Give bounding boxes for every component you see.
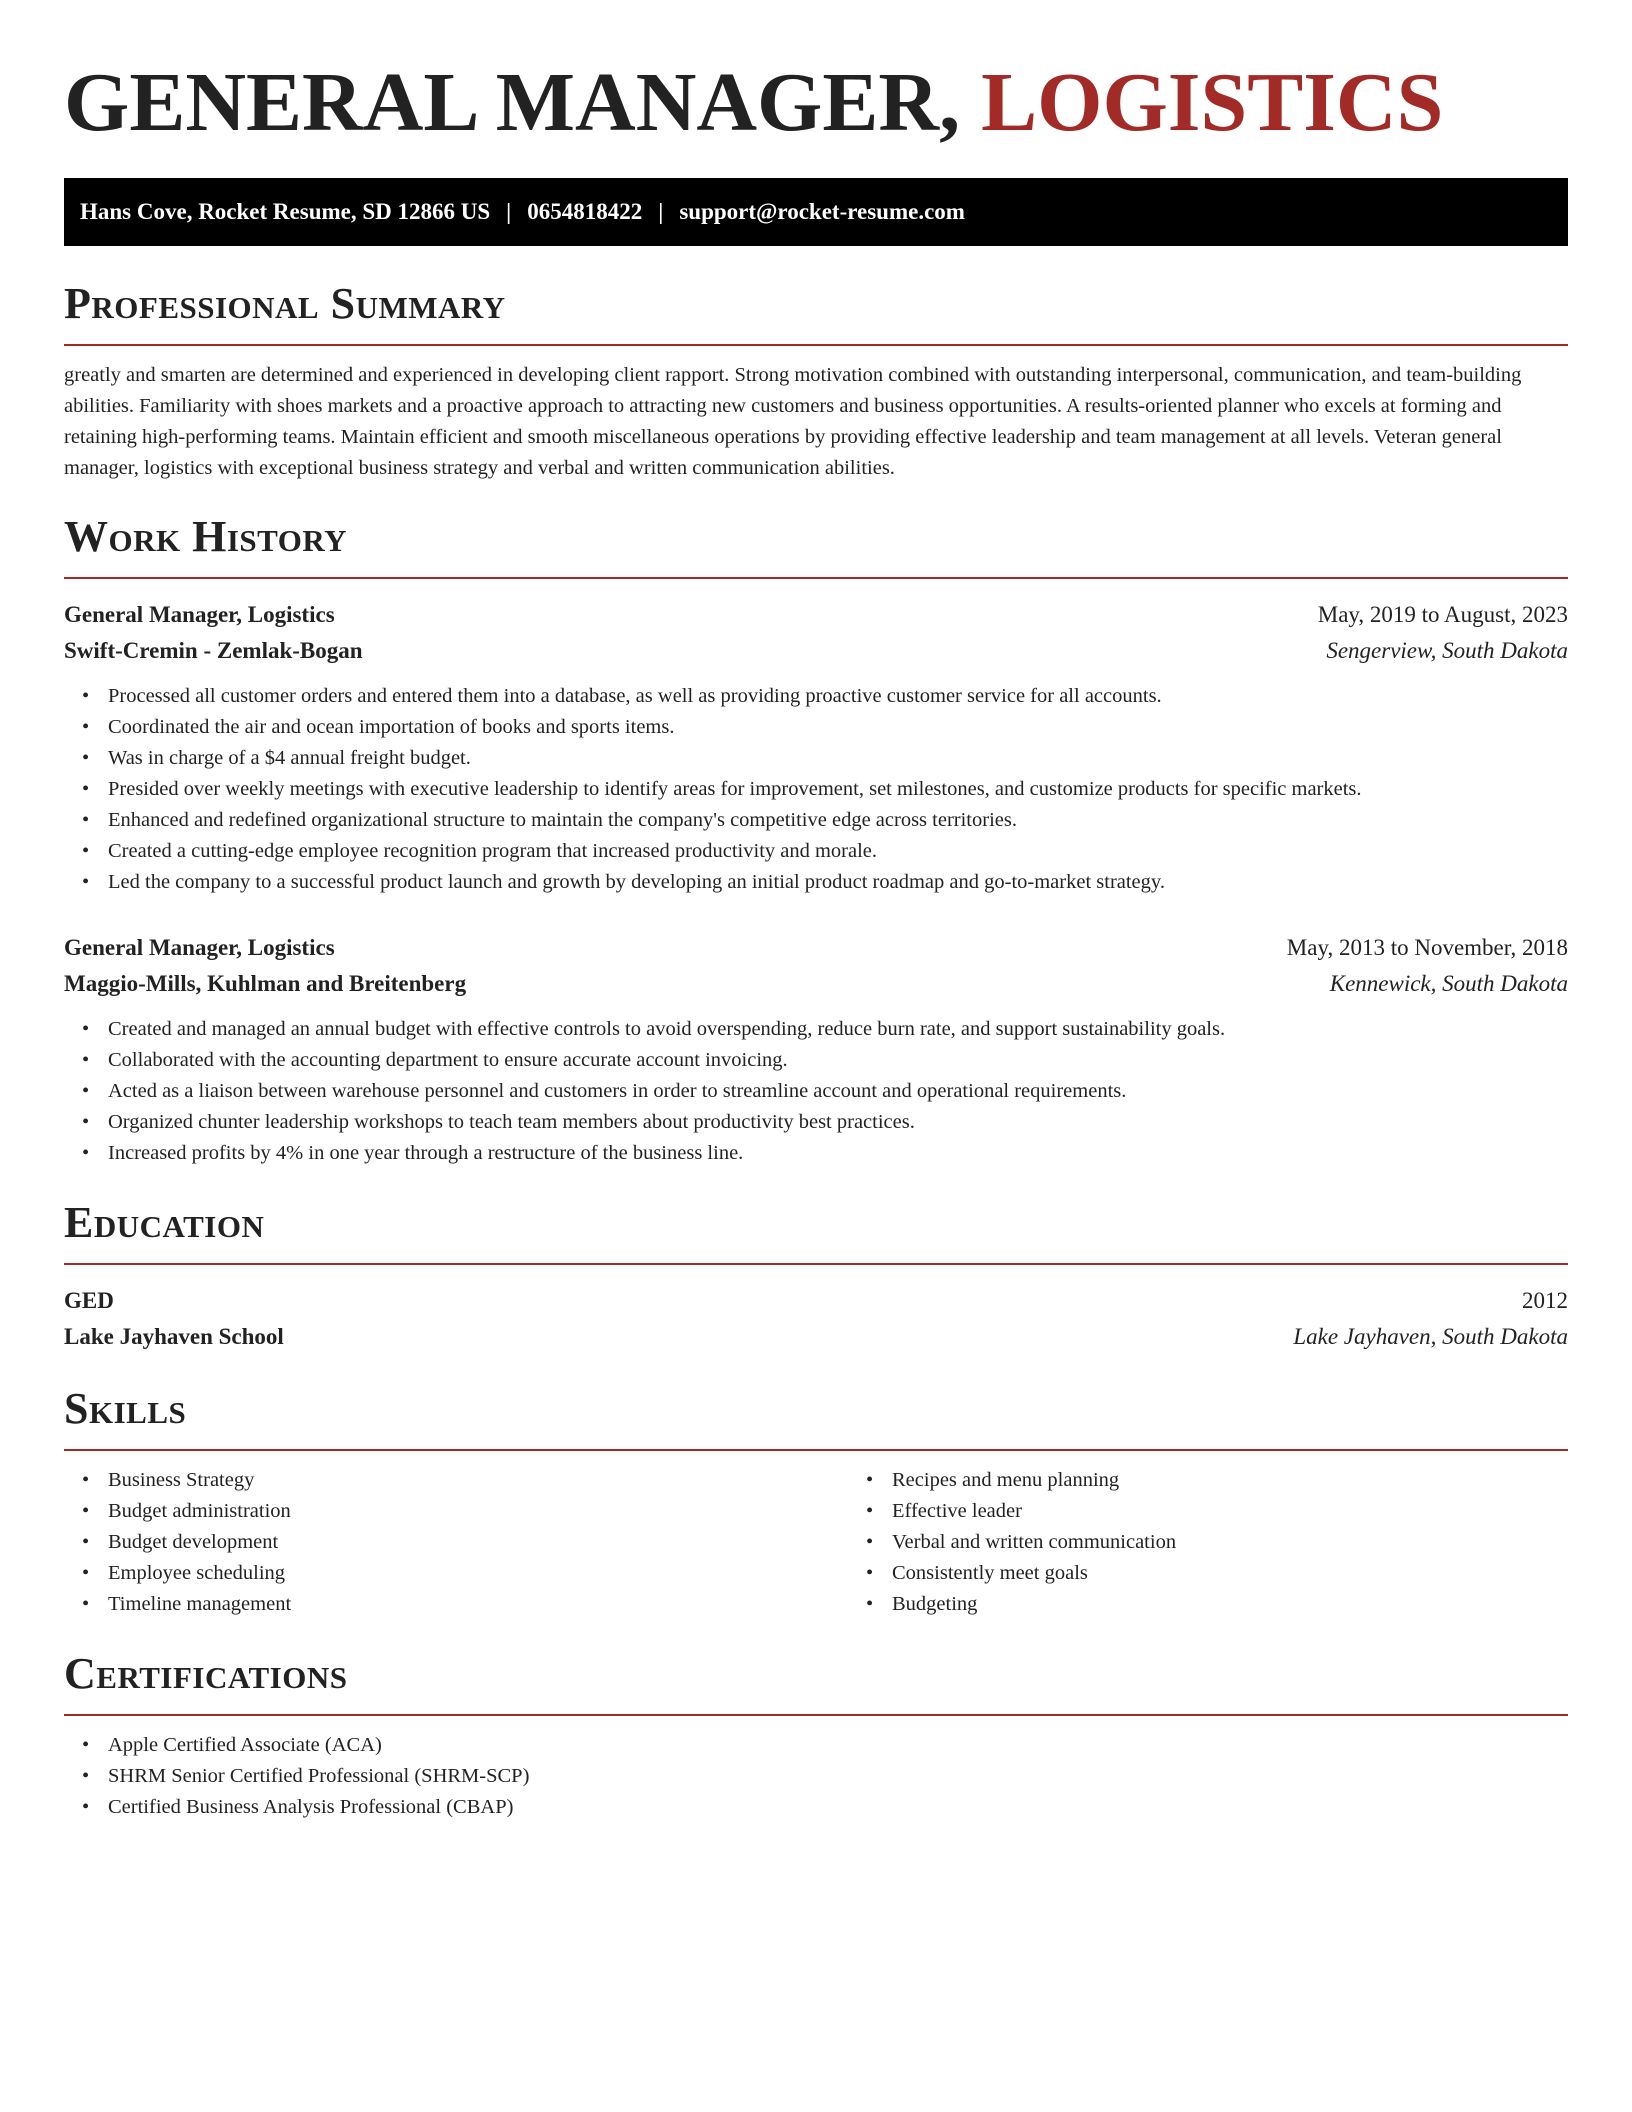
list-item-text: Coordinated the air and ocean importation of books and sports items. <box>108 716 675 738</box>
job-dates: May, 2019 to August, 2023 <box>1317 602 1568 627</box>
list-item <box>866 1527 1177 1558</box>
bullet-icon: • <box>82 716 90 738</box>
list-item <box>82 1076 1568 1107</box>
work-history-heading: Work History <box>64 512 348 561</box>
bullet-icon: • <box>866 1562 874 1584</box>
education-school-row <box>64 1319 1568 1355</box>
list-item <box>82 712 1568 743</box>
certifications-heading: Certifications <box>64 1649 348 1698</box>
list-item <box>82 1496 848 1527</box>
list-item <box>82 1730 1568 1761</box>
list-item <box>866 1589 1176 1620</box>
contact-bar <box>64 178 1568 246</box>
job-entry <box>64 597 1568 898</box>
job-entry <box>64 930 1568 1169</box>
job-company: Swift-Cremin - Zemlak-Bogan <box>64 638 363 663</box>
skills-list-left <box>64 1465 848 1620</box>
skill-item: Budget development <box>108 1531 279 1553</box>
job-header-row <box>64 597 1568 633</box>
certification-item: SHRM Senior Certified Professional (SHRM-SCP) <box>108 1765 530 1787</box>
list-item <box>82 1107 1568 1138</box>
section-divider <box>64 1449 1568 1451</box>
list-item-text: Created a cutting-edge employee recognition program that increased productivity and morale. <box>108 840 878 862</box>
skill-item: Recipes and menu planning <box>892 1469 1120 1491</box>
list-item-text: Presided over weekly meetings with executive leadership to identify areas for improvement, set milestones, and customize products for specific markets. <box>108 778 1362 800</box>
job-company-row <box>64 966 1568 1002</box>
list-item <box>866 1465 1176 1496</box>
skills-section <box>64 1383 1568 1620</box>
bullet-icon: • <box>82 685 90 707</box>
education-entry <box>64 1283 1568 1355</box>
resume-title <box>64 0 1568 148</box>
list-item <box>866 1496 1176 1527</box>
contact-separator: | <box>506 199 512 224</box>
education-heading: Education <box>64 1198 265 1247</box>
skills-grid <box>64 1465 1568 1620</box>
education-degree: GED <box>64 1288 114 1313</box>
job-bullet-list <box>64 1014 1568 1169</box>
skill-item: Timeline management <box>108 1593 292 1615</box>
bullet-icon: • <box>82 1111 90 1133</box>
contact-address: Hans Cove, Rocket Resume, SD 12866 US <box>80 199 491 224</box>
skills-heading: Skills <box>64 1384 187 1433</box>
title-accent: LOGISTICS <box>981 56 1444 149</box>
bullet-icon: • <box>82 1500 90 1522</box>
bullet-icon: • <box>82 1018 90 1040</box>
job-company-row <box>64 633 1568 669</box>
certifications-section <box>64 1648 1568 1823</box>
list-item <box>82 805 1568 836</box>
contact-phone: 0654818422 <box>527 199 643 224</box>
bullet-icon: • <box>82 809 90 831</box>
skill-item: Effective leader <box>892 1500 1022 1522</box>
list-item <box>82 1045 1568 1076</box>
list-item <box>82 1527 848 1558</box>
section-divider <box>64 344 1568 346</box>
section-divider <box>64 1263 1568 1265</box>
education-header-row <box>64 1283 1568 1319</box>
bullet-icon: • <box>82 747 90 769</box>
list-item <box>82 1558 848 1589</box>
bullet-icon: • <box>82 1562 90 1584</box>
list-item <box>82 1761 1568 1792</box>
education-school: Lake Jayhaven School <box>64 1324 284 1349</box>
job-location: Sengerview, South Dakota <box>1326 638 1568 663</box>
list-item <box>82 1014 1568 1045</box>
list-item-text: Organized chunter leadership workshops to teach team members about productivity best practices. <box>108 1111 915 1133</box>
education-location: Lake Jayhaven, South Dakota <box>1293 1324 1568 1349</box>
bullet-icon: • <box>82 1469 90 1491</box>
list-item-text: Enhanced and redefined organizational structure to maintain the company's competitive edge across territories. <box>108 809 1017 831</box>
bullet-icon: • <box>82 1593 90 1615</box>
section-divider <box>64 577 1568 579</box>
skill-item: Budget administration <box>108 1500 291 1522</box>
job-title: General Manager, Logistics <box>64 935 335 960</box>
list-item <box>82 1465 848 1496</box>
bullet-icon: • <box>82 1049 90 1071</box>
list-item-text: Increased profits by 4% in one year through a restructure of the business line. <box>108 1142 744 1164</box>
certification-item: Apple Certified Associate (ACA) <box>108 1734 382 1756</box>
list-item-text: Was in charge of a $4 annual freight budget. <box>108 747 471 769</box>
skills-list-right <box>848 1465 1176 1620</box>
summary-text: greatly and smarten are determined and experienced in developing client rapport. Strong motivation combined with outstanding interpersonal, communication, and team-building abilities. Familiarity with shoes markets and a proactive approach to attracting new customers and business opportunities. A results-oriented planner who excels at forming and retaining high-performing teams. Maintain efficient and smooth miscellaneous operations by providing effective leadership and team management at all levels. Veteran general manager, logistics with exceptional business strategy and verbal and written communication abilities. <box>64 364 1522 479</box>
job-title: General Manager, Logistics <box>64 602 335 627</box>
job-company: Maggio-Mills, Kuhlman and Breitenberg <box>64 971 467 996</box>
bullet-icon: • <box>82 778 90 800</box>
work-history-section <box>64 511 1568 1169</box>
bullet-icon: • <box>866 1500 874 1522</box>
bullet-icon: • <box>866 1469 874 1491</box>
section-divider <box>64 1714 1568 1716</box>
job-bullet-list <box>64 681 1568 898</box>
list-item <box>82 774 1568 805</box>
education-year: 2012 <box>1522 1288 1568 1313</box>
bullet-icon: • <box>82 871 90 893</box>
skill-item: Employee scheduling <box>108 1562 286 1584</box>
certifications-list <box>64 1730 1568 1823</box>
bullet-icon: • <box>82 1531 90 1553</box>
list-item-text: Created and managed an annual budget with effective controls to avoid overspending, reduce burn rate, and support sustainability goals. <box>108 1018 1226 1040</box>
list-item <box>82 681 1568 712</box>
bullet-icon: • <box>866 1531 874 1553</box>
summary-section <box>64 278 1568 484</box>
list-item-text: Collaborated with the accounting department to ensure accurate account invoicing. <box>108 1049 788 1071</box>
skill-item: Business Strategy <box>108 1469 255 1491</box>
bullet-icon: • <box>866 1593 874 1615</box>
job-header-row <box>64 930 1568 966</box>
skill-item: Consistently meet goals <box>892 1562 1088 1584</box>
list-item <box>82 743 1568 774</box>
list-item <box>82 867 1568 898</box>
bullet-icon: • <box>82 1142 90 1164</box>
education-section <box>64 1197 1568 1355</box>
list-item <box>866 1558 1176 1589</box>
contact-separator: | <box>658 199 664 224</box>
summary-heading: Professional Summary <box>64 279 506 328</box>
list-item <box>82 836 1568 867</box>
certification-item: Certified Business Analysis Professional (CBAP) <box>108 1796 514 1818</box>
bullet-icon: • <box>82 1765 90 1787</box>
job-location: Kennewick, South Dakota <box>1329 971 1568 996</box>
skill-item: Budgeting <box>892 1593 978 1615</box>
list-item-text: Processed all customer orders and entered them into a database, as well as providing proactive customer service for all accounts. <box>108 685 1162 707</box>
skill-item: Verbal and written communication <box>892 1531 1177 1553</box>
bullet-icon: • <box>82 1796 90 1818</box>
bullet-icon: • <box>82 840 90 862</box>
list-item-text: Acted as a liaison between warehouse personnel and customers in order to streamline account and operational requirements. <box>108 1080 1127 1102</box>
list-item <box>82 1138 1568 1169</box>
bullet-icon: • <box>82 1734 90 1756</box>
title-main: GENERAL MANAGER, <box>64 56 982 149</box>
list-item <box>82 1589 848 1620</box>
bullet-icon: • <box>82 1080 90 1102</box>
job-dates: May, 2013 to November, 2018 <box>1286 935 1568 960</box>
contact-email[interactable]: support@rocket-resume.com <box>679 199 965 224</box>
list-item-text: Led the company to a successful product launch and growth by developing an initial product roadmap and go-to-market strategy. <box>108 871 1165 893</box>
list-item <box>82 1792 1568 1823</box>
